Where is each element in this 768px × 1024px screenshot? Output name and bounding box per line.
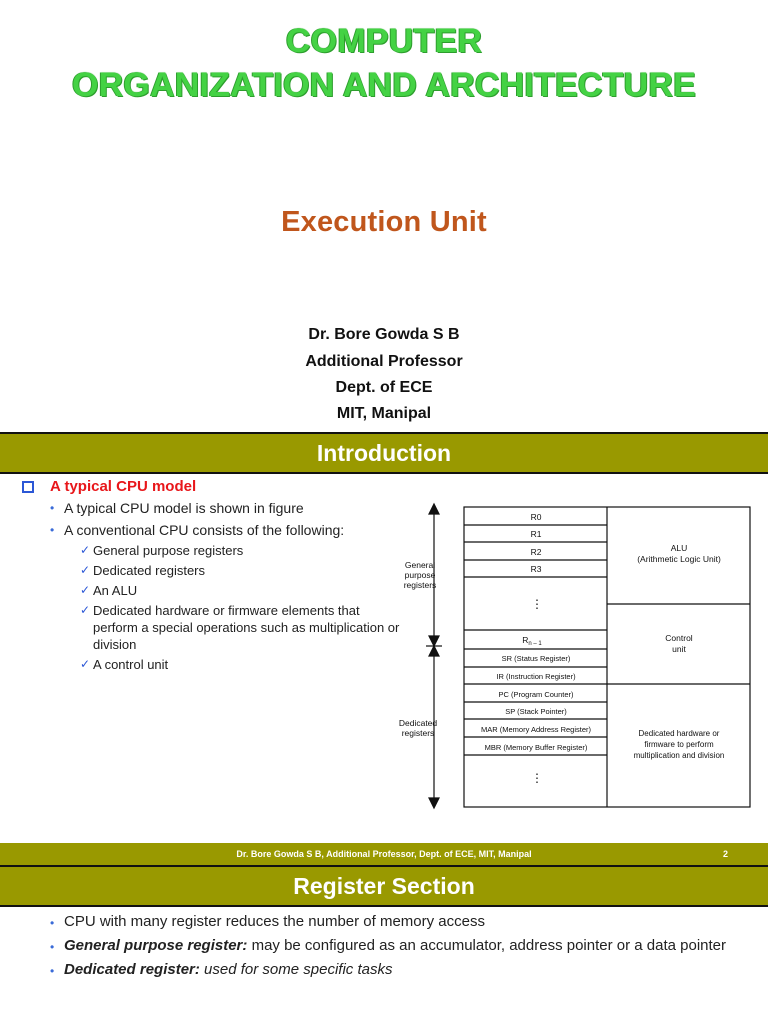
register-mbr: MBR (Memory Buffer Register) <box>484 743 588 752</box>
checkmark-icon: ✓ <box>80 543 91 557</box>
bullet-icon: • <box>50 940 55 954</box>
alu-label: ALU <box>670 543 688 553</box>
hardware-label-2: firmware to perform <box>644 740 714 749</box>
register-section-header: Register Section <box>0 865 768 907</box>
author-designation: Additional Professor <box>305 353 463 370</box>
bullet-icon: • <box>50 501 55 515</box>
introduction-header: Introduction <box>0 432 768 474</box>
dedicated-label-2: registers <box>401 728 435 738</box>
main-title-line1: COMPUTER <box>285 22 483 60</box>
check-text: An ALU <box>93 583 138 598</box>
term-definition: may be configured as an accumulator, address pointer or a data pointer <box>247 937 727 954</box>
subtitle: Execution Unit <box>281 206 487 238</box>
term-general-purpose: General purpose register: <box>64 937 248 954</box>
register-sp: SP (Stack Pointer) <box>505 707 567 716</box>
checkmark-icon: ✓ <box>80 583 91 597</box>
bullet-item <box>22 521 402 539</box>
checkmark-icon: ✓ <box>80 657 91 671</box>
bullet-icon: • <box>50 916 55 930</box>
rn-label: R <box>522 635 529 645</box>
register-sr: SR (Status Register) <box>501 654 571 663</box>
register-pc: PC (Program Counter) <box>498 690 574 699</box>
bullet-text <box>64 936 726 957</box>
cpu-model-diagram <box>398 498 768 814</box>
general-label-3: registers <box>403 580 437 590</box>
term-dedicated: Dedicated register: <box>64 961 200 978</box>
title-slide <box>0 0 768 432</box>
register-r2: R2 <box>530 547 542 557</box>
register-text <box>50 912 750 984</box>
checkmark-icon: ✓ <box>80 603 91 617</box>
ellipsis-bottom: ⋮ <box>531 771 543 785</box>
section-heading <box>22 478 402 495</box>
author-department: Dept. of ECE <box>335 379 433 396</box>
control-label-2: unit <box>672 644 686 654</box>
page-number: 2 <box>722 849 728 859</box>
bullet-text: A conventional CPU consists of the following: <box>64 522 345 538</box>
general-label-2: purpose <box>404 570 436 580</box>
bullet-item <box>50 960 750 981</box>
bullet-item <box>50 912 750 933</box>
rn-subscript: n – 1 <box>528 641 542 647</box>
check-item <box>22 602 402 653</box>
bullet-text: CPU with many register reduces the number of memory access <box>64 913 485 930</box>
dimension-arrows <box>426 504 442 808</box>
author-institute: MIT, Manipal <box>336 405 432 422</box>
register-r1: R1 <box>530 529 542 539</box>
bullet-text <box>64 960 392 981</box>
alu-sublabel: (Arithmetic Logic Unit) <box>637 554 721 564</box>
check-text: General purpose registers <box>93 543 244 558</box>
register-ir: IR (Instruction Register) <box>496 672 576 681</box>
term-definition: used for some specific tasks <box>199 961 393 978</box>
check-item <box>22 656 402 673</box>
check-item <box>22 562 402 579</box>
section-title: A typical CPU model <box>50 478 197 495</box>
hardware-label-1: Dedicated hardware or <box>638 729 720 738</box>
register-r0: R0 <box>530 512 542 522</box>
bullet-icon: • <box>50 523 55 537</box>
checkmark-icon: ✓ <box>80 563 91 577</box>
bullet-text: A typical CPU model is shown in figure <box>64 500 304 516</box>
general-label-1: General <box>404 560 436 570</box>
check-text: Dedicated registers <box>93 563 205 578</box>
main-title-line2: ORGANIZATION AND ARCHITECTURE <box>71 66 697 104</box>
intro-text <box>22 478 402 673</box>
check-text: A control unit <box>93 657 169 672</box>
register-rn-minus-1 <box>522 635 542 647</box>
checkbox-icon <box>22 481 34 493</box>
bullet-item <box>22 499 402 517</box>
ellipsis-top: ⋮ <box>531 597 543 611</box>
register-mar: MAR (Memory Address Register) <box>480 725 592 734</box>
register-r3: R3 <box>530 564 542 574</box>
slide-footer <box>0 843 768 865</box>
hardware-label-3: multiplication and division <box>633 751 725 760</box>
control-label-1: Control <box>665 633 693 643</box>
author-name: Dr. Bore Gowda S B <box>308 326 460 343</box>
check-item <box>22 542 402 559</box>
bullet-item <box>50 936 750 957</box>
bullet-icon: • <box>50 964 55 978</box>
check-item <box>22 582 402 599</box>
check-text: Dedicated hardware or firmware elements that perform a special operations such as multiplication or division <box>93 603 400 652</box>
dedicated-label-1: Dedicated <box>398 718 438 728</box>
footer-text: Dr. Bore Gowda S B, Additional Professor, Dept. of ECE, MIT, Manipal <box>236 849 532 859</box>
